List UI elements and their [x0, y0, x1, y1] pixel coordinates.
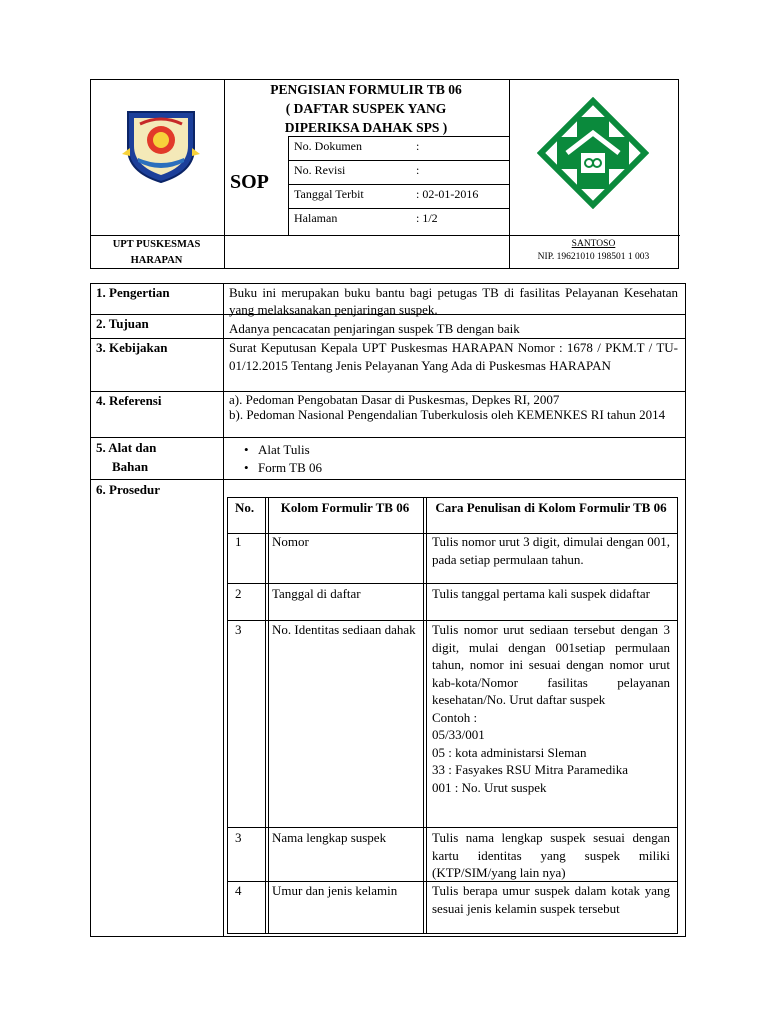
- table-row-no: 2: [235, 586, 242, 601]
- cara-example-line: 001 : No. Urut suspek: [432, 779, 547, 795]
- signer-name: SANTOSO: [571, 239, 616, 249]
- table-header-no: No.: [235, 500, 255, 515]
- alat-item: • Form TB 06: [240, 459, 670, 477]
- section-kebijakan-text: Surat Keputusan Kepala UPT Puskesmas HARAPAN Nomor : 1678 / PKM.T / TU-01/12.2015 Tentang Jenis Pelayanan Yang Ada di Puskesmas HARAPAN: [229, 340, 678, 373]
- cara-paragraph: Tulis nomor urut sediaan tersebut dengan 3 digit, mulai dengan 001setiap permulaan tahun, nomor ini sesuai dengan nomor urut kab-kota/Nomor fasilitas pelayanan kesehatan/No. Urut daftar suspek: [432, 622, 670, 707]
- section-alat-label-line2: Bahan: [112, 459, 149, 474]
- meta-revisi-label: No. Revisi: [294, 163, 346, 177]
- table-row-no: 3: [235, 830, 242, 845]
- meta-tanggal-label: Tanggal Terbit: [294, 187, 364, 201]
- title-line-3: DIPERIKSA DAHAK SPS ): [284, 120, 448, 135]
- section-pengertian-text: Buku ini merupakan buku bantu bagi petugas TB di fasilitas Pelayanan Kesehatan yang melaksanakan penjaringan suspek.: [229, 285, 678, 317]
- table-row-cara: Tulis tanggal pertama kali suspek didaftar: [432, 586, 650, 601]
- cara-example-code: 05/33/001: [432, 727, 485, 742]
- section-referensi-list: [229, 392, 678, 422]
- table-row-kolom: Umur dan jenis kelamin: [272, 883, 398, 898]
- section-alat-label: [96, 438, 156, 476]
- table-row-kolom: Nomor: [272, 534, 309, 549]
- meta-halaman-value: : 1/2: [416, 211, 438, 225]
- meta-revisi-value: :: [416, 163, 420, 177]
- regency-emblem-icon: [120, 104, 202, 184]
- puskesmas-cross-icon: [537, 97, 649, 209]
- table-row-cara: [432, 621, 670, 796]
- cara-example-line: 33 : Fasyakes RSU Mitra Paramedika: [432, 762, 629, 777]
- section-tujuan-text: Adanya pencacatan penjaringan suspek TB dengan baik: [229, 321, 520, 336]
- org-line-1: UPT PUSKESMAS: [112, 239, 201, 250]
- meta-dokumen-value: :: [416, 139, 420, 153]
- table-row-no: 4: [235, 883, 242, 898]
- title-line-1: PENGISIAN FORMULIR TB 06: [270, 82, 462, 97]
- org-name: [90, 237, 223, 269]
- section-referensi-label: 4. Referensi: [96, 393, 162, 408]
- document-title: [225, 80, 507, 137]
- section-kebijakan-label: 3. Kebijakan: [96, 340, 168, 355]
- section-tujuan-label: 2. Tujuan: [96, 316, 149, 331]
- signer-nip: NIP. 19621010 198501 1 003: [537, 252, 650, 262]
- section-alat-label-line1: 5. Alat dan: [96, 440, 157, 455]
- meta-tanggal-value: : 02-01-2016: [416, 187, 479, 201]
- table-row-no: 3: [235, 622, 242, 637]
- org-line-2: HARAPAN: [130, 255, 183, 266]
- table-header-kolom: Kolom Formulir TB 06: [280, 500, 410, 515]
- meta-dokumen-label: No. Dokumen: [294, 139, 362, 153]
- table-row-kolom: No. Identitas sediaan dahak: [272, 622, 416, 637]
- table-row-kolom: Tanggal di daftar: [272, 586, 361, 601]
- referensi-item-a: a). Pedoman Pengobatan Dasar di Puskesmas, Depkes RI, 2007: [229, 392, 560, 407]
- alat-item: • Alat Tulis: [240, 441, 670, 459]
- cara-example-line: 05 : kota administarsi Sleman: [432, 744, 587, 760]
- signer-block: [508, 238, 679, 264]
- table-header-cara: Cara Penulisan di Kolom Formulir TB 06: [435, 500, 667, 515]
- section-pengertian-label: 1. Pengertian: [96, 285, 170, 300]
- cara-example-label: Contoh :: [432, 709, 478, 725]
- referensi-item-b: b). Pedoman Nasional Pengendalian Tuberkulosis oleh KEMENKES RI tahun 2014: [229, 407, 666, 422]
- table-row-kolom: Nama lengkap suspek: [272, 830, 387, 845]
- meta-halaman-label: Halaman: [294, 211, 338, 225]
- title-line-2: ( DAFTAR SUSPEK YANG: [285, 101, 447, 116]
- table-row-no: 1: [235, 534, 242, 549]
- section-prosedur-label: 6. Prosedur: [96, 482, 161, 497]
- sop-label: SOP: [230, 171, 269, 193]
- alat-list: [240, 441, 670, 477]
- table-row-cara: Tulis nama lengkap suspek sesuai dengan kartu identitas yang suspek miliki (KTP/SIM/yang lain nya): [432, 830, 670, 880]
- table-row-cara: Tulis nomor urut 3 digit, dimulai dengan 001, pada setiap permulaan tahun.: [432, 534, 670, 567]
- table-row-cara: Tulis berapa umur suspek dalam kotak yang sesuai jenis kelamin suspek tersebut: [432, 883, 670, 916]
